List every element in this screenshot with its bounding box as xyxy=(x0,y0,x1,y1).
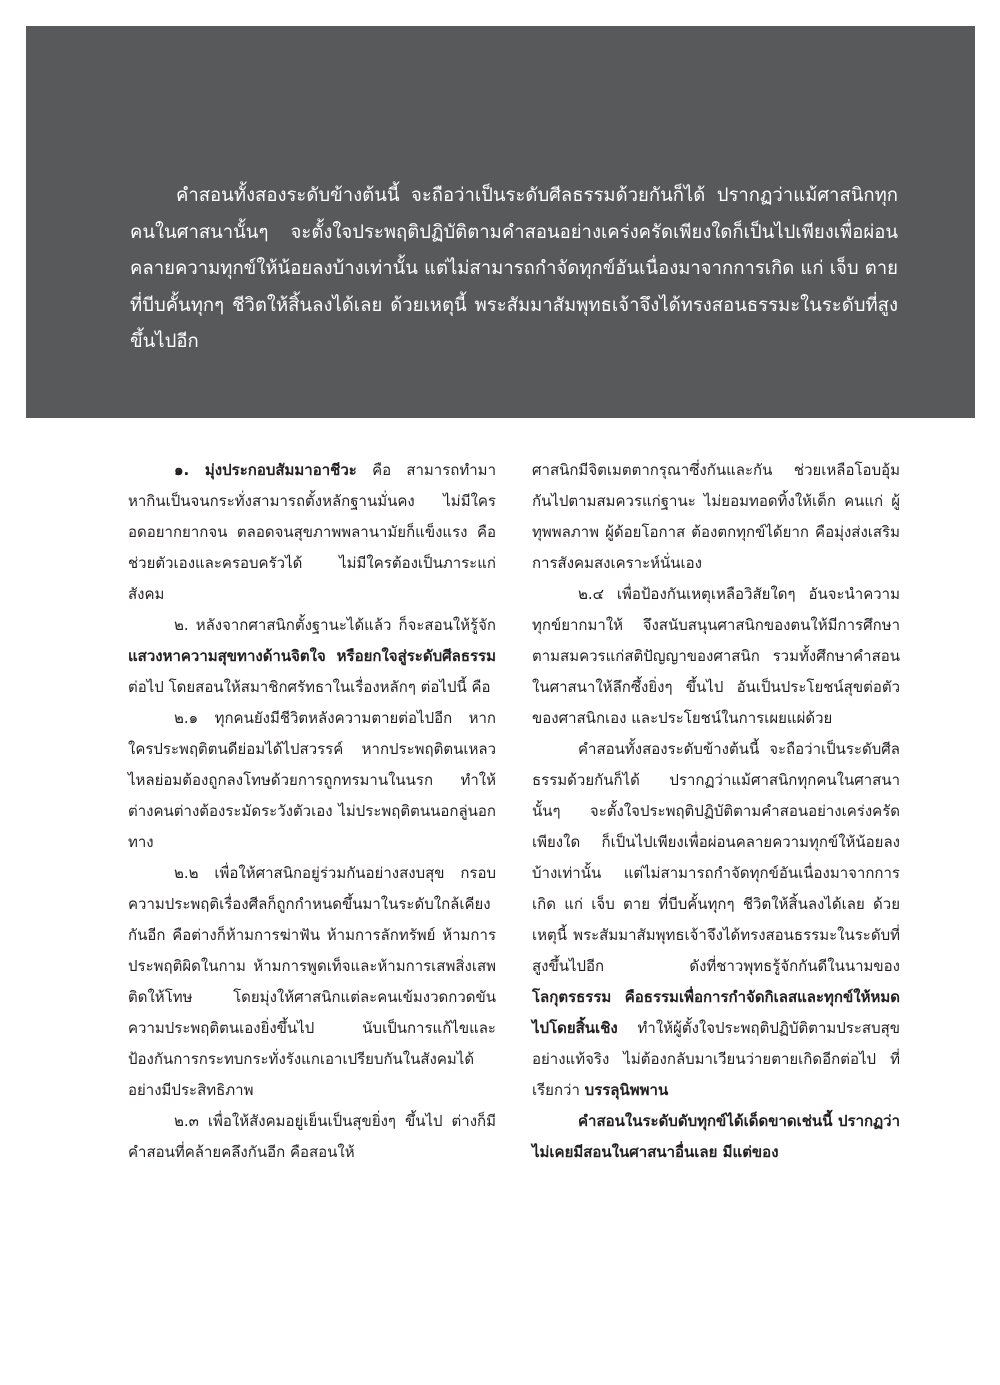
paragraph-2-1: ๒.๑ ทุกคนยังมีชีวิตหลังความตายต่อไปอีก หากใครประพฤติตนดีย่อมได้ไปสวรรค์ หากประพฤติตนเหลวไหลย่อมต้องถูกลงโทษด้วยการถูกทรมานในนรก ทำให้ต่างคนต่างต้องระมัดระวังตัวเอง ไม่ประพฤติตนนอกลู่นอกทาง xyxy=(128,709,496,851)
paragraph-2-3-continued: ศาสนิกมีจิตเมตตากรุณาซึ่งกันและกัน ช่วยเหลือโอบอุ้มกันไปตามสมควรแก่ฐานะ ไม่ยอมทอดทิ้งให้เด็ก คนแก่ ผู้ทุพพลภาพ ผู้ด้อยโอกาส ต้องตกทุกข์ได้ยาก คือมุ่งส่งเสริมการสังคมสงเคราะห์นั่นเอง xyxy=(532,461,900,572)
heading-samma-ajiva: ๑. มุ่งประกอบสัมมาอาชีวะ xyxy=(174,461,357,479)
paragraph-2-4: ๒.๔ เพื่อป้องกันเหตุเหลือวิสัยใดๆ อันจะนำความทุกข์ยากมาให้ จึงสนับสนุนศาสนิกของตนให้มีการศึกษาตามสมควรแก่สติปัญญาของศาสนิก รวมทั้งศึกษาคำสอนในศาสนาให้ลึกซึ้งยิ่งๆ ขึ้นไป อันเป็นประโยชน์สุขต่อตัวของศาสนิกเอง และประโยชน์ในการเผยแผ่ด้วย xyxy=(532,585,900,727)
paragraph-2-3: ๒.๓ เพื่อให้สังคมอยู่เย็นเป็นสุขยิ่งๆ ขึ้นไป ต่างก็มีคำสอนที่คล้ายคลึงกันอีก คือสอนให้ xyxy=(128,1112,496,1161)
paragraph-2-2: ๒.๒ เพื่อให้ศาสนิกอยู่ร่วมกันอย่างสงบสุข กรอบความประพฤติเรื่องศีลก็ถูกกำหนดขึ้นมาในระดับใกล้เคียงกันอีก คือต่างก็ห้ามการฆ่าฟัน ห้ามการลักทรัพย์ ห้ามการประพฤติผิดในกาม ห้ามการพูดเท็จและห้ามการเสพสิ่งเสพติดให้โทษ โดยมุ่งให้ศาสนิกแต่ละคนเข้มงวดกวดขันความประพฤติตนเองยิ่งขึ้นไป นับเป็นการแก้ไขและป้องกันการกระทบกระทั่งรังแกเอาเปรียบกันในสังคมได้อย่างมีประสิทธิภาพ xyxy=(128,864,496,1099)
banner-text: คำสอนทั้งสองระดับข้างต้นนี้ จะถือว่าเป็นระดับศีลธรรมด้วยกันก็ได้ ปรากฏว่าแม้ศาสนิกทุกคนในศาสนานั้นๆ จะตั้งใจประพฤติปฏิบัติตามคำสอนอย่างเคร่งครัดเพียงใดก็เป็นไปเพียงเพื่อผ่อนคลายความทุกข์ให้น้อยลงบ้างเท่านั้น แต่ไม่สามารถกำจัดทุกข์อันเนื่องมาจากการเกิด แก่ เจ็บ ตาย ที่บีบคั้นทุกๆ ชีวิตให้สิ้นลงได้เลย ด้วยเหตุนี้ พระสัมมาสัมพุทธเจ้าจึงได้ทรงสอนธรรมะในระดับที่สูงขึ้นไปอีก xyxy=(130,185,898,352)
paragraph-1: ๑. มุ่งประกอบสัมมาอาชีวะ คือ สามารถทำมาหากินเป็นจนกระทั่งสามารถตั้งหลักฐานมั่นคง ไม่มีใครอดอยากยากจน ตลอดจนสุขภาพพลานามัยก็แข็งแรง คือช่วยตัวเองและครอบครัวได้ ไม่มีใครต้องเป็นภาระแก่สังคม xyxy=(128,461,496,603)
emphasis-nibbana: บรรลุนิพพาน xyxy=(584,1081,669,1099)
emphasis-mind-happiness: แสวงหาความสุขทางด้านจิตใจ หรือยกใจสู่ระดับศีลธรรม xyxy=(128,647,496,665)
left-column xyxy=(128,455,496,1168)
banner-paragraph xyxy=(130,178,898,361)
paragraph-2: ๒. หลังจากศาสนิกตั้งฐานะได้แล้ว ก็จะสอนให้รู้จักแสวงหาความสุขทางด้านจิตใจ หรือยกใจสู่ระดับศีลธรรมต่อไป โดยสอนให้สมาชิกศรัทธาในเรื่องหลักๆ ต่อไปนี้ คือ xyxy=(128,616,496,696)
paragraph-final: คำสอนในระดับดับทุกข์ได้เด็ดขาดเช่นนี้ ปรากฏว่าไม่เคยมีสอนในศาสนาอื่นเลย มีแต่ของ xyxy=(532,1112,900,1161)
right-column xyxy=(532,455,900,1168)
paragraph-lokuttara: คำสอนทั้งสองระดับข้างต้นนี้ จะถือว่าเป็นระดับศีลธรรมด้วยกันก็ได้ ปรากฏว่าแม้ศาสนิกทุกคนในศาสนานั้นๆ จะตั้งใจประพฤติปฏิบัติตามคำสอนอย่างเคร่งครัดเพียงใด ก็เป็นไปเพียงเพื่อผ่อนคลายความทุกข์ให้น้อยลงบ้างเท่านั้น แต่ไม่สามารถกำจัดทุกข์อันเนื่องมาจากการเกิด แก่ เจ็บ ตาย ที่บีบคั้นทุกๆ ชีวิตให้สิ้นลงได้เลย ด้วยเหตุนี้ พระสัมมาสัมพุทธเจ้าจึงได้ทรงสอนธรรมะในระดับที่สูงขึ้นไปอีก ดังที่ชาวพุทธรู้จักกันดีในนามของ โลกุตรธรรม คือธรรมเพื่อการกำจัดกิเลสและทุกข์ให้หมดไปโดยสิ้นเชิง ทำให้ผู้ตั้งใจประพฤติปฏิบัติตามประสบสุขอย่างแท้จริง ไม่ต้องกลับมาเวียนว่ายตายเกิดอีกต่อไป ที่เรียกว่า บรรลุนิพพาน xyxy=(532,740,900,1099)
emphasis-lokuttara: โลกุตรธรรม คือธรรมเพื่อการกำจัดกิเลสและทุกข์ให้หมดไปโดยสิ้นเชิง xyxy=(532,988,900,1037)
